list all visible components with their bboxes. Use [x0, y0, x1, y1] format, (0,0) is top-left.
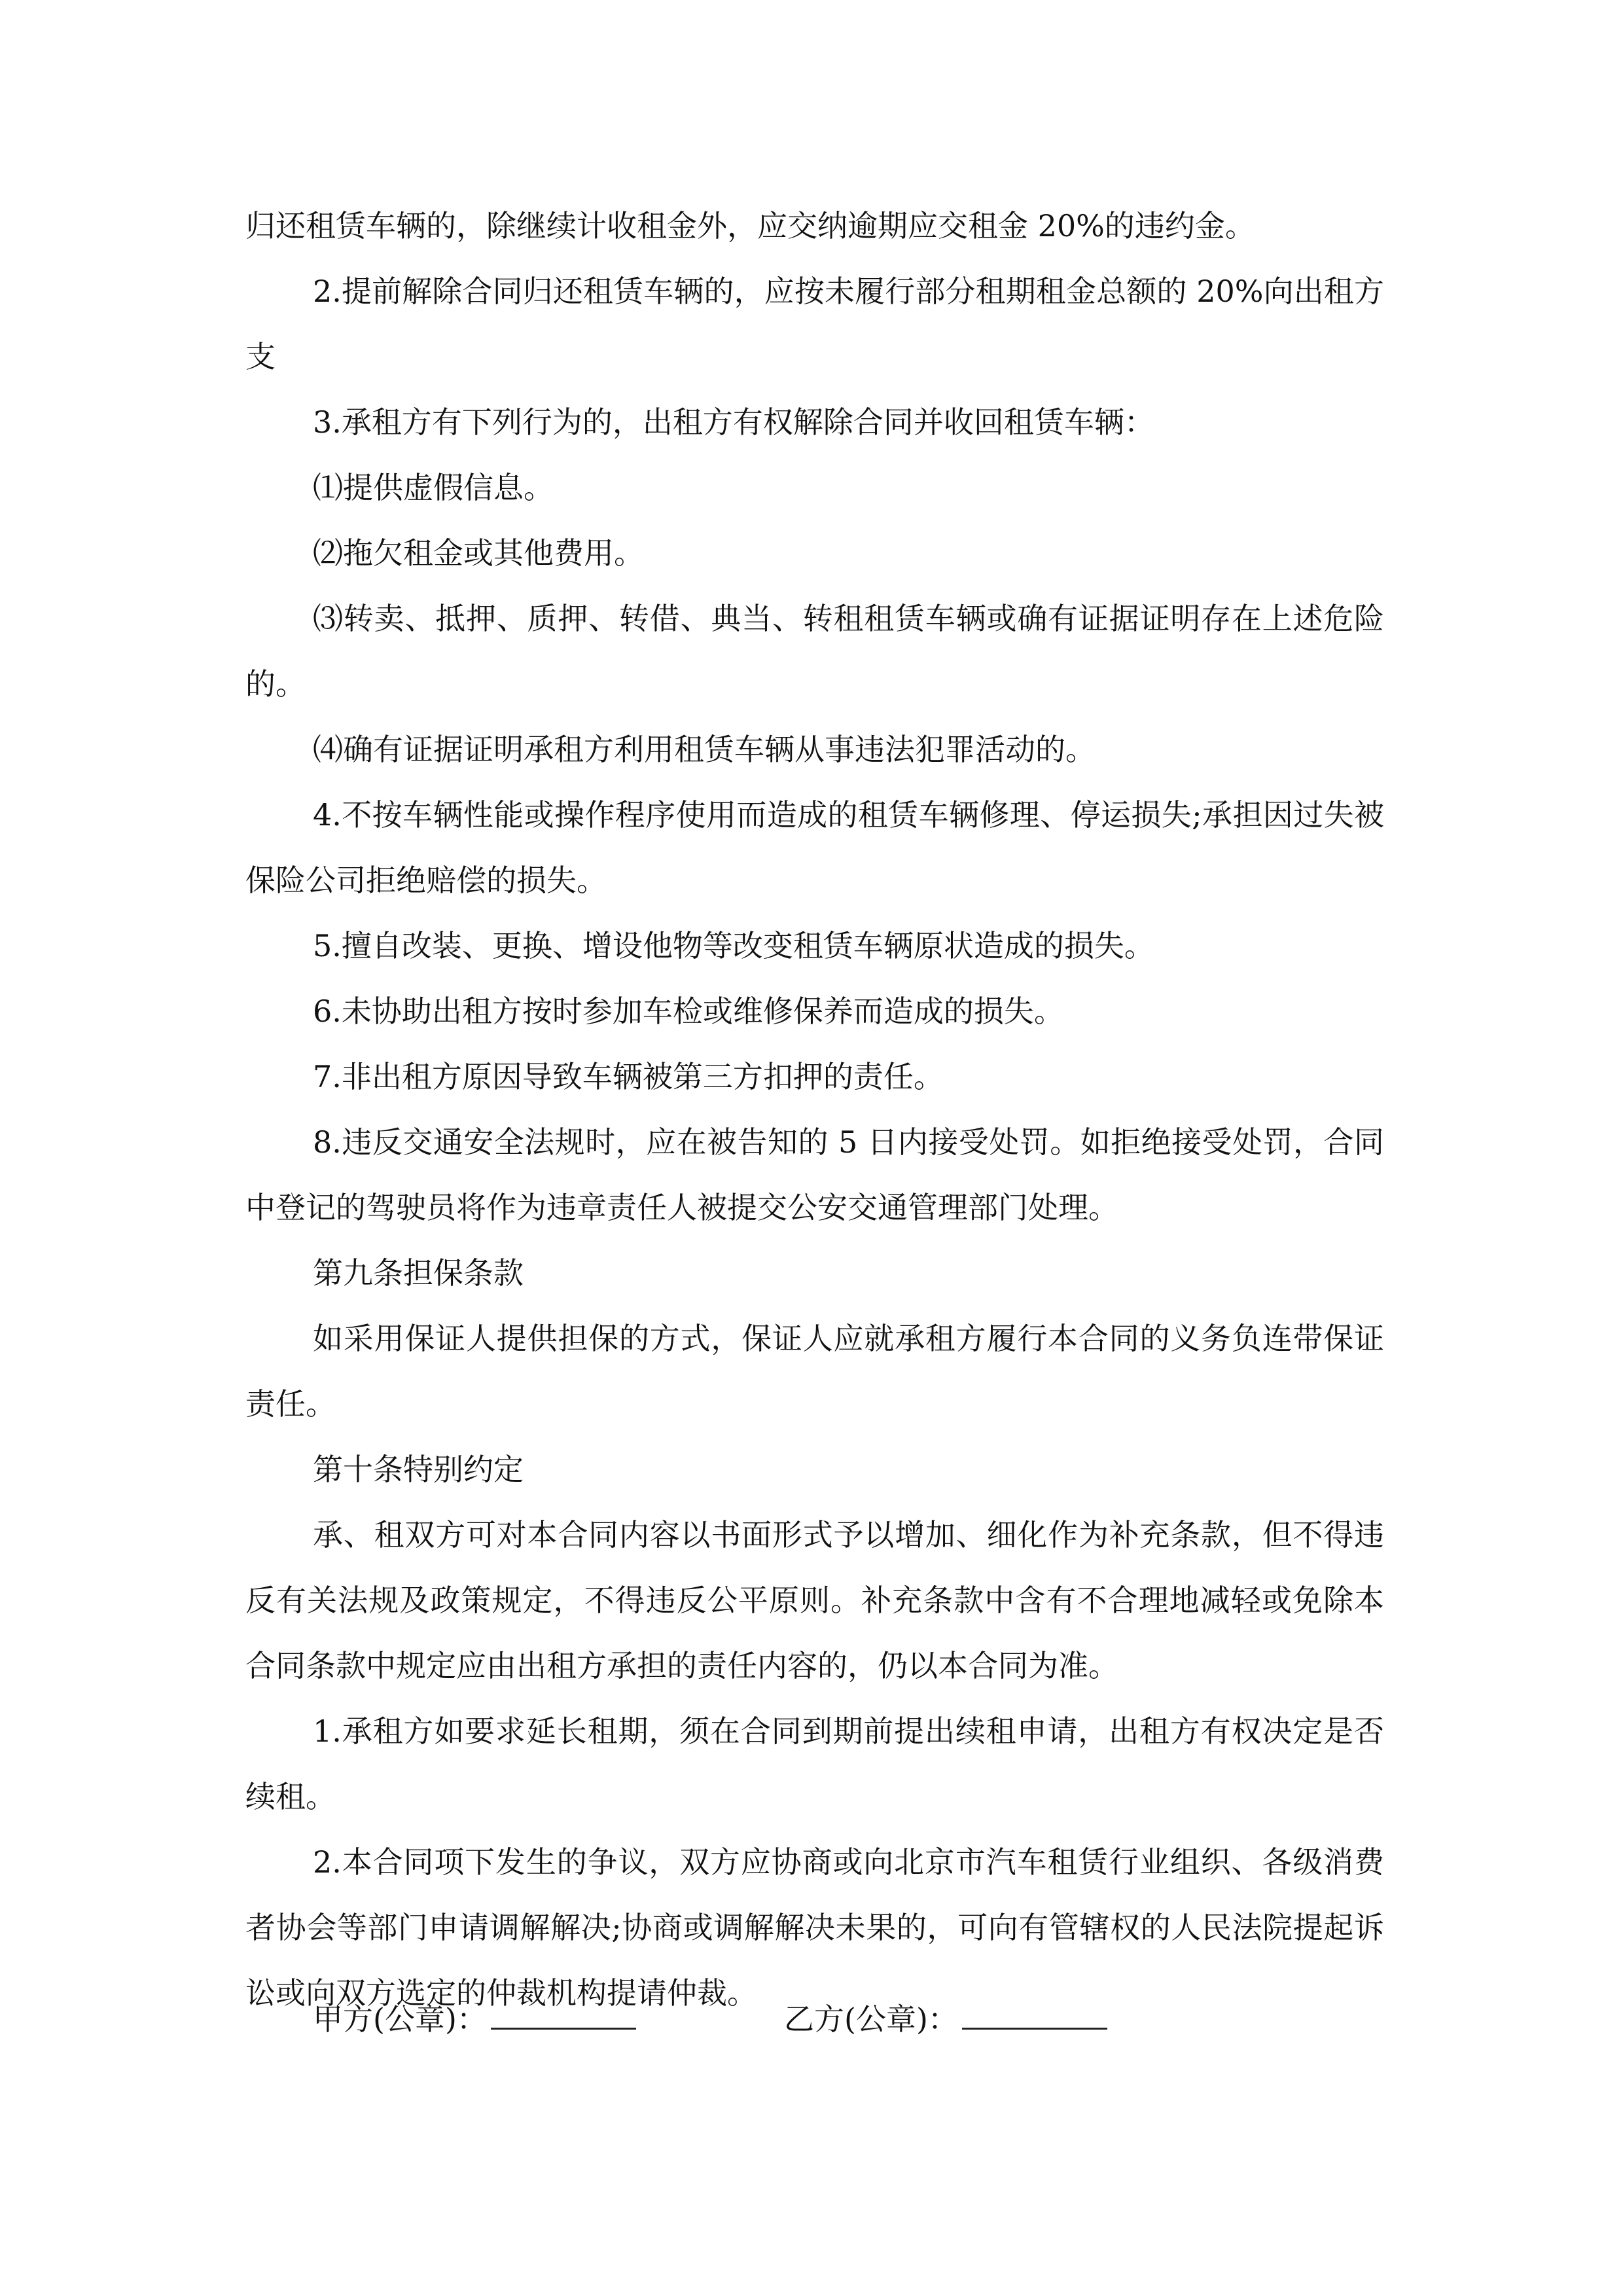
party-a-signature-line — [491, 1999, 636, 2030]
paragraph-clause-5: 5.擅自改装、更换、增设他物等改变租赁车辆原状造成的损失。 — [313, 928, 1154, 963]
party-b-label: 乙方(公章)： — [784, 2001, 958, 2037]
paragraph-special-2: 2.本合同项下发生的争议，双方应协商或向北京市汽车租赁行业组织、各级消费者协会等部门申请调解解决;协商或调解解决未果的，可向有管辖权的人民法院提起诉讼或向双方选定的仲裁机构提请仲裁。 — [245, 1844, 1384, 2011]
signature-row — [313, 1993, 1360, 2045]
paragraph-clause-8: 8.违反交通安全法规时，应在被告知的 5 日内接受处罚。如拒绝接受处罚，合同中登记的驾驶员将作为违章责任人被提交公安交通管理部门处理。 — [245, 1124, 1384, 1225]
party-a-label: 甲方(公章)： — [313, 2001, 487, 2037]
paragraph-item-1: ⑴提供虚假信息。 — [313, 470, 554, 505]
section-heading-guarantee: 第九条担保条款 — [313, 1255, 524, 1291]
paragraph-guarantee: 如采用保证人提供担保的方式，保证人应就承租方履行本合同的义务负连带保证责任。 — [245, 1321, 1384, 1422]
party-a-signature — [313, 1993, 636, 2045]
paragraph-clause-2: 2.提前解除合同归还租赁车辆的，应按未履行部分租期租金总额的 20%向出租方支 — [245, 274, 1384, 374]
paragraph-clause-4: 4.不按车辆性能或操作程序使用而造成的租赁车辆修理、停运损失;承担因过失被保险公司拒绝赔偿的损失。 — [245, 797, 1384, 898]
paragraph-clause-7: 7.非出租方原因导致车辆被第三方扣押的责任。 — [313, 1059, 944, 1094]
paragraph-clause-6: 6.未协助出租方按时参加车检或维修保养而造成的损失。 — [313, 994, 1064, 1029]
section-heading-special: 第十条特别约定 — [313, 1452, 524, 1487]
contract-body — [245, 193, 1384, 2026]
paragraph-clause-3: 3.承租方有下列行为的，出租方有权解除合同并收回租赁车辆： — [313, 404, 1154, 440]
party-b-signature-line — [962, 1999, 1107, 2030]
party-b-signature — [784, 1993, 1107, 2045]
paragraph-item-2: ⑵拖欠租金或其他费用。 — [313, 535, 644, 571]
paragraph-continuation: 归还租赁车辆的，除继续计收租金外，应交纳逾期应交租金 20%的违约金。 — [245, 208, 1255, 243]
paragraph-special: 承、租双方可对本合同内容以书面形式予以增加、细化作为补充条款，但不得违反有关法规及政策规定，不得违反公平原则。补充条款中含有不合理地减轻或免除本合同条款中规定应由出租方承担的责任内容的，仍以本合同为准。 — [245, 1517, 1384, 1683]
paragraph-item-4: ⑷确有证据证明承租方利用租赁车辆从事违法犯罪活动的。 — [313, 732, 1096, 767]
paragraph-special-1: 1.承租方如要求延长租期，须在合同到期前提出续租申请，出租方有权决定是否续租。 — [245, 1713, 1384, 1814]
paragraph-item-3: ⑶转卖、抵押、质押、转借、典当、转租租赁车辆或确有证据证明存在上述危险的。 — [245, 601, 1384, 702]
